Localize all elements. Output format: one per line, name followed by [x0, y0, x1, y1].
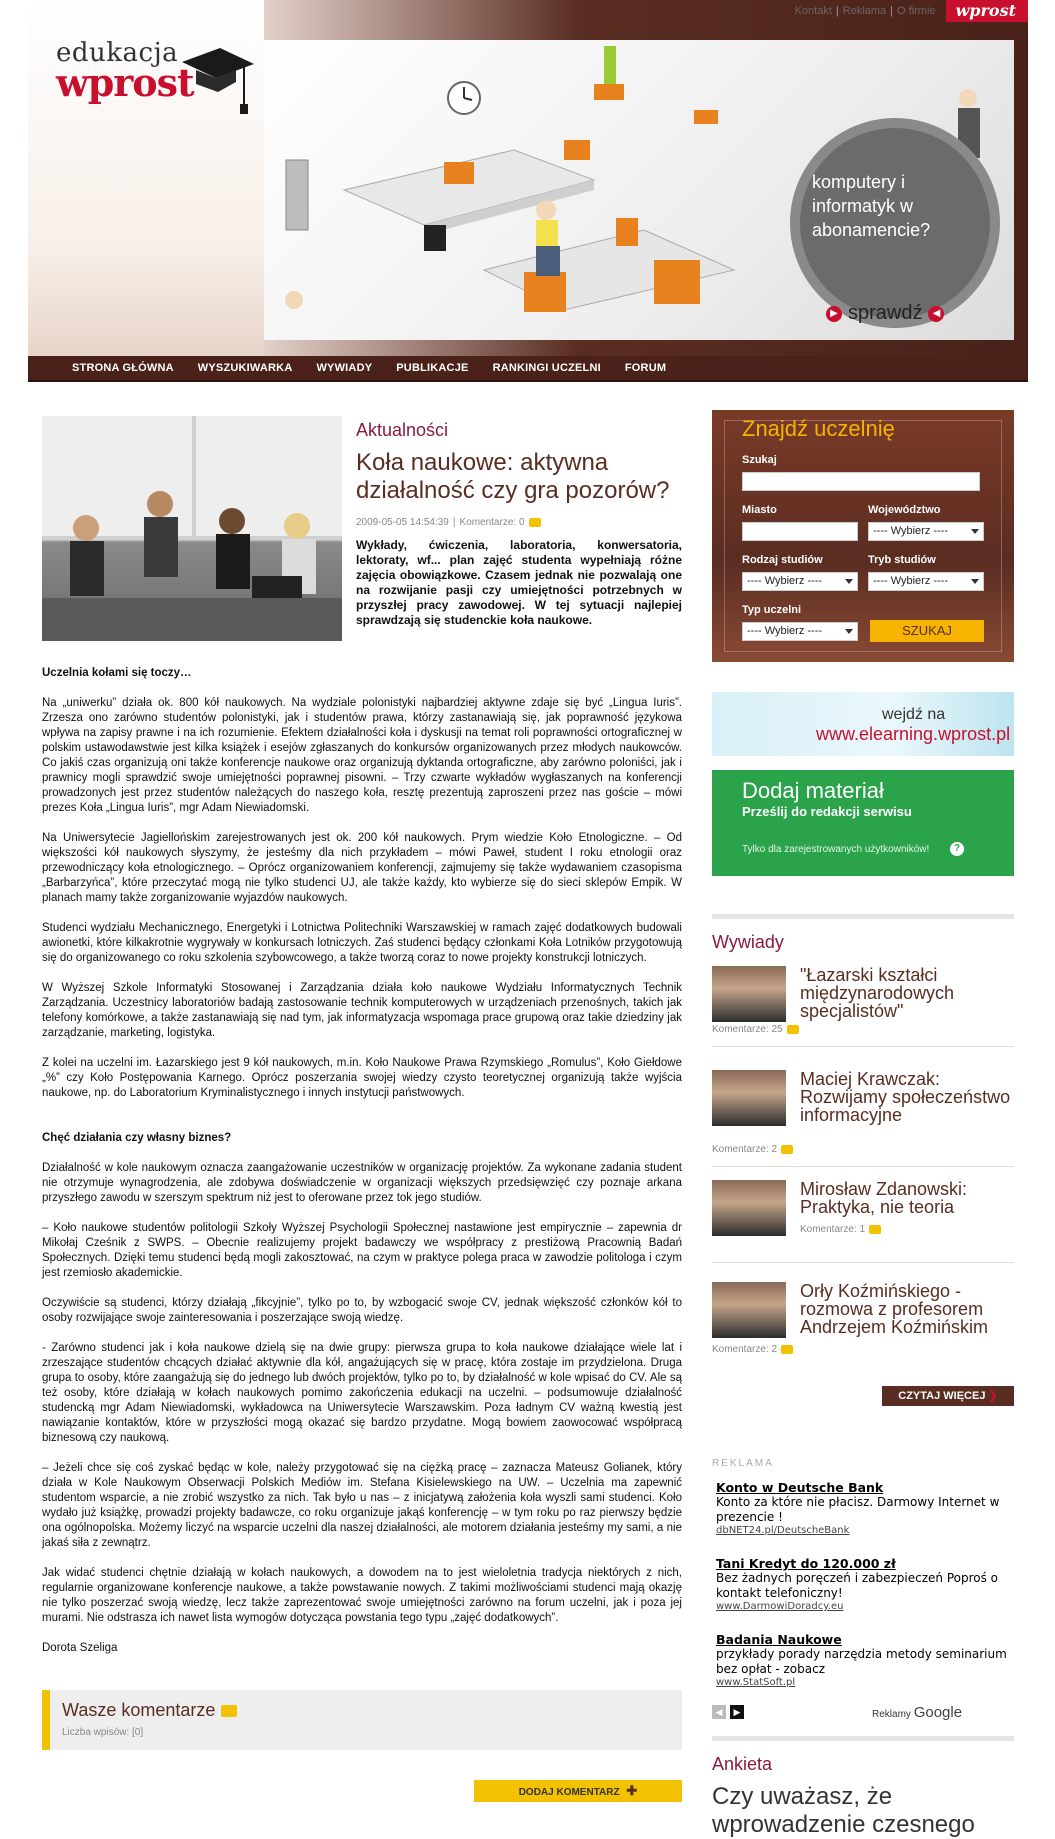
university-finder	[712, 410, 1014, 662]
text-ad[interactable]	[716, 1632, 1014, 1688]
header	[28, 0, 1028, 356]
logo-line2: wprost	[56, 60, 194, 105]
text-ad-body: Bez żadnych poręczeń i zabezpieczeń Poproś o kontakt telefoniczny!	[716, 1571, 999, 1600]
article-paragraph: Na Uniwersytecie Jagiellońskim zarejestrowanych jest ok. 200 kół naukowych. Prym wiedzie Koło Etnologiczne. – Od większości kół naukowych słyszymy, że jesteśmy dla nich przykładem – mówi Paweł, student I roku etnologii oraz przewodniczący koła etnologicznego. – Oprócz organizowaniem konferencji, zajmujemy się także wydawaniem czasopisma „Barbarzyńca”, które przeczytać mogą nie tylko studenci UJ, ale także każdy, kto wybierze się do sieci sklepów Empik. W planach mamy także zorganizowanie wyjazdów naukowych.	[42, 832, 682, 904]
wywiady-title: Wywiady	[712, 932, 784, 952]
article-body	[42, 666, 682, 1671]
chevron-down-icon	[971, 529, 979, 534]
interview-title[interactable]: "Łazarski kształci międzynarodowych specjalistów"	[800, 965, 955, 1021]
material-note: Tylko dla zarejestrowanych użytkowników!	[742, 844, 930, 855]
article-paragraph: Jak widać studenci chętnie działają w kołach naukowych, a dowodem na to jest wieloletnia tradycja niektórych z nich, regularnie organizowane konferencje naukowe, a także powstawanie nowych. Z takimi możliwościami studenci mają okazję nie tylko poszerzać swoją wiedzę, lecz także zaprezentować swoje umiejętności zarówno na forum uczelni, jak i poza jej murami. Nie odstrasza ich nawet lista wymogów dotycząca powstania tego typu „zajęć dodatkowych”.	[42, 1567, 682, 1624]
interview-meta: Komentarze: 1	[800, 1224, 881, 1235]
divider	[712, 1262, 1014, 1263]
comment-bubble-icon	[869, 1225, 881, 1234]
text-ad-body: przykłady porady narzędzia metody seminarium bez opłat - zobacz	[716, 1647, 1007, 1676]
link-reklama[interactable]: Reklama	[842, 5, 887, 17]
label-tryb: Tryb studiów	[868, 554, 936, 566]
study-mode-select[interactable]: ---- Wybierz ----	[868, 572, 984, 591]
comments-title-text: Wasze komentarze	[62, 1700, 216, 1720]
top-links: Kontakt | Reklama | O firmie wprost	[791, 0, 1028, 22]
sidebar	[712, 410, 1014, 1838]
comment-bubble-icon	[529, 518, 541, 527]
article-paragraph: Z kolei na uczelni im. Łazarskiego jest 9 kół naukowych, m.in. Koło Naukowe Prawa Rzymskiego „Romulus”, Koło Giełdowe „%” czy Koło Postępowania Karnego. Oprócz poszerzania swojej wiedzy czysto teoretycznej organizują także wyjścia naukowe, np. do Laboratorium Kryminalistycznego i innych instytucji państwowych.	[42, 1057, 682, 1099]
graduation-cap-icon	[178, 40, 258, 120]
nav-wywiady[interactable]: WYWIADY	[316, 362, 373, 374]
nav-publikacje[interactable]: PUBLIKACJE	[396, 362, 469, 374]
nav-wyszukiwarka[interactable]: WYSZUKIWARKA	[197, 362, 293, 374]
google-ads-label[interactable]: Reklamy Google	[872, 1704, 963, 1721]
add-material-ad[interactable]	[712, 770, 1014, 876]
chevron-right-icon: ❯	[988, 1390, 998, 1402]
poll-title: Ankieta	[712, 1754, 773, 1774]
interview-title[interactable]: Maciej Krawczak: Rozwijamy społeczeństwo informacyjne	[800, 1069, 1011, 1125]
chevron-down-icon	[845, 579, 853, 584]
label-miasto: Miasto	[742, 504, 777, 516]
article-paragraph: Oczywiście są studenci, którzy działają „fikcyjnie”, tylko po to, by wzbogacić swoje CV, jednak większość członków kół to osoby rozwijające swoje zainteresowania i poszerzające swoją wiedzę.	[42, 1297, 682, 1324]
comment-bubble-icon	[221, 1705, 237, 1717]
interview-photo	[712, 966, 786, 1022]
comments-title	[62, 1700, 670, 1721]
interview-photo	[712, 1282, 786, 1338]
read-more-button[interactable]: CZYTAJ WIĘCEJ ❯	[882, 1386, 1014, 1406]
comment-bubble-icon	[781, 1345, 793, 1354]
interview-meta: Komentarze: 2	[712, 1144, 793, 1155]
interview-meta: Komentarze: 25	[712, 1024, 799, 1035]
nav-strona-glowna[interactable]: STRONA GŁÓWNA	[72, 362, 174, 374]
add-comment-button[interactable]	[474, 1780, 682, 1802]
ads-pager	[712, 1705, 744, 1719]
text-ad[interactable]	[716, 1556, 1014, 1612]
article-paragraph: - Zarówno studenci jak i koła naukowe dzielą się na dwie grupy: pierwsza grupa to koła naukowe działające wiele lat i zrzeszające studentów chcących działać aktywnie dla kół, angażujących się w pracę, która zostaje im przydzielona. Druga grupa to osoby, które zaangażują się do jednego lub dwóch projektów, tylko po to, by działalność w kole wpisać do CV. Ale są też osoby, które działają w kołach naukowych pomimo zakończenia edukacji na uczelni. – podsumowuje działalność studencką mgr Adam Niewiadomski, wykładowca na Uniwersytecie Warszawskim. Poza ładnym CV ważną kwestią jest nawiązanie kontaktów, które w przyszłości mogą okazać się bardzo przydatne. Mogą bowiem zaowocować współpracą biznesową czy naukową.	[42, 1342, 682, 1444]
article-meta: 2009-05-05 14:54:39 | Komentarze: 0	[356, 517, 682, 528]
voivodeship-select[interactable]: ---- Wybierz ----	[868, 522, 984, 541]
label-rodzaj: Rodzaj studiów	[742, 554, 823, 566]
text-ad-url[interactable]: dbNET24.pl/DeutscheBank	[716, 1525, 850, 1536]
divider	[712, 914, 1014, 919]
article-section[interactable]: Aktualności	[356, 420, 449, 440]
plus-icon: ✚	[626, 1783, 638, 1798]
study-type-select[interactable]: ---- Wybierz ----	[742, 572, 858, 591]
interview-title[interactable]: Orły Koźmińskiego - rozmowa z profesorem Andrzejem Koźmińskim	[800, 1281, 989, 1337]
text-ad-headline[interactable]: Tani Kredyt do 120.000 zł	[716, 1556, 896, 1571]
article-paragraph: Na „uniwerku” działa ok. 800 kół naukowych. Na wydziale polonistyki najbardziej aktywne zdaje się być „Lingua Iuris”. Zrzesza ono zarówno studentów polonistyki, jak i studentów prawa, którzy zastanawiają się, jak poprawność językowa wpływa na zapisy prawne i na ich rozumienie. Efektem działalności koła i dyskusji na temat roli poprawności ortograficznej w polskim ustawodawstwie jest kilka książek i esejów zgłaszanych do konkursów organizowanych przez młodych naukowców. Co jakiś czas organizują oni także konferencje naukowe oraz organizują dyktanda ortograficzne, aby zarówno poloniści, jak i prawnicy mogli sprawdzić swoje umiejętności poprawnej pisowni. – Trzy czwarte wykładów wygłaszanych na konferencji prowadzonych jest przez studentów należących do naszego koła, resztę prezentują zaproszeni przez nas goście – mówi prezes Koła „Lingua Iuris”, mgr Adam Niewiadomski.	[42, 697, 682, 814]
play-back-icon: ◀	[928, 306, 944, 322]
finder-search-button[interactable]: SZUKAJ	[870, 620, 984, 642]
label-typ: Typ uczelni	[742, 604, 802, 616]
comment-bubble-icon	[781, 1145, 793, 1154]
article-lead: Wykłady, ćwiczenia, laboratoria, konwersatoria, lektoraty, wf... plan zajęć studenta wypełniają różne zajęcia obowiązkowe. Czasem jednak nie pozwalają one na rozwijanie pasji czy umiejętności potrzebnych w przyszłej pracy zawodowej. W tej sytuacji najlepiej sprawdzają się studenckie koła naukowe.	[356, 538, 682, 627]
comments-box	[42, 1690, 682, 1750]
city-input[interactable]	[742, 522, 858, 541]
divider	[712, 1736, 1014, 1741]
text-ad-url[interactable]: www.StatSoft.pl	[716, 1677, 796, 1688]
interview-title[interactable]: Mirosław Zdanowski: Praktyka, nie teoria	[800, 1179, 968, 1217]
article-title: Koła naukowe: aktywna działalność czy gra pozorów?	[356, 449, 670, 504]
article-subhead: Chęć działania czy własny biznes?	[42, 1132, 232, 1144]
next-arrow-icon[interactable]: ▶	[730, 1705, 744, 1719]
interview-photo	[712, 1180, 786, 1236]
promo-banner[interactable]	[264, 40, 1014, 340]
nav-forum[interactable]: FORUM	[624, 362, 667, 374]
finder-title: Znajdź uczelnię	[742, 416, 895, 441]
article-paragraph: Studenci wydziału Mechanicznego, Energetyki i Lotnictwa Politechniki Warszawskiej w ramach zajęć dodatkowych budowali awionetki, które kilkakrotnie wygrywały w konkursach lotniczych. Zaś studenci będący członkami Koła Lotników przygotowują się do organizowanego co roku szkolenia szybowcowego, a także tworzą coraz to nowe projekty konstrukcji lotniczych.	[42, 922, 682, 964]
promo-cta-label: sprawdź	[848, 302, 923, 324]
promo-cta[interactable]	[826, 302, 944, 325]
help-icon: ?	[950, 842, 964, 856]
nav-rankingi-uczelni[interactable]: RANKINGI UCZELNI	[492, 362, 601, 374]
prev-arrow-icon[interactable]: ◀	[712, 1705, 726, 1719]
article-head	[356, 420, 682, 628]
elearning-line1: wejdź na	[882, 706, 946, 723]
search-input[interactable]	[742, 472, 980, 491]
add-comment-label: DODAJ KOMENTARZ	[518, 1787, 620, 1798]
wprost-brand-link[interactable]: wprost	[946, 0, 1028, 22]
material-title: Dodaj materiał	[742, 778, 884, 803]
text-ad-body: Konto za które nie płacisz. Darmowy Internet w prezencie !	[716, 1495, 1000, 1524]
university-type-select[interactable]: ---- Wybierz ----	[742, 622, 858, 641]
article-date: 2009-05-05 14:54:39	[356, 517, 449, 528]
article-subhead: Uczelnia kołami się toczy…	[42, 667, 192, 679]
elearning-line2: www.elearning.wprost.pl	[816, 724, 1011, 744]
text-ad[interactable]	[716, 1480, 1014, 1536]
link-kontakt[interactable]: Kontakt	[794, 5, 832, 17]
main-nav	[28, 356, 1028, 382]
logo[interactable]	[56, 38, 194, 105]
article-photo	[42, 416, 342, 641]
article-paragraph: – Koło naukowe studentów politologii Szkoły Wyższej Psychologii Społecznej nastawione jest empirycznie – zapewnia dr Mikołaj Cześnik z SWPS. – Obecnie realizujemy projekt badawczy we współpracy z prestiżową Pracownią Badań Społecznych. Dzięki temu studenci będą mogli zakosztować, na czym w praktyce polega praca w zawodzie politologa i czym jest rzemiosło akademickie.	[42, 1222, 682, 1279]
label-szukaj: Szukaj	[742, 454, 777, 466]
material-sub: Prześlij do redakcji serwisu	[742, 804, 912, 819]
divider	[712, 1046, 1014, 1047]
students-photo-illustration	[42, 416, 342, 641]
interview-photo	[712, 1070, 786, 1126]
article-author: Dorota Szeliga	[42, 1642, 118, 1654]
chevron-down-icon	[971, 579, 979, 584]
text-ad-url[interactable]: www.DarmowiDoradcy.eu	[716, 1601, 844, 1612]
poll-question: Czy uważasz, że wprowadzenie czesnego	[712, 1783, 975, 1838]
promo-circle-text: komputery i informatyk w abonamencie?	[812, 172, 931, 240]
divider	[712, 1166, 1014, 1167]
link-o-firmie[interactable]: O firmie	[897, 5, 936, 17]
interview-meta: Komentarze: 2	[712, 1344, 793, 1355]
comment-bubble-icon	[787, 1025, 799, 1034]
chevron-down-icon	[845, 629, 853, 634]
play-icon: ▶	[826, 306, 842, 322]
text-ad-headline[interactable]: Konto w Deutsche Bank	[716, 1480, 884, 1495]
elearning-ad[interactable]	[712, 692, 1014, 756]
article-paragraph: – Jeżeli chce się coś zyskać będąc w kole, należy przygotować się na ciężką pracę – zaznacza Mateusz Golianek, który działa w Kole Naukowym Obserwacji Polskich Mediów im. Stefana Kisielewskiego na UW. – Uczelnia ma zapewnić studentom wsparcie, a nie zrobić wszystko za nich. Tak było u nas – z inicjatywą założenia koła wyszli sami studenci. Koło wydało już książkę, prowadzi projekty badawcze, co roku organizuje jakąś konferencję – w tym roku po raz pierwszy będzie ona ogólnopolska. Możemy liczyć na wsparcie uczelni dla naszej działalności, ale motorem działania jesteśmy my sami, a nie jakaś siła z zewnątrz.	[42, 1462, 682, 1549]
comments-count: Liczba wpisów: [0]	[62, 1727, 144, 1738]
article-paragraph: Działalność w kole naukowym oznacza zaangażowanie uczestników w organizację projektów. Za wykonane zadania student nie otrzymuje wynagrodzenia, ale zdobywa doświadczenie w organizacji większych przedsięwzięć czy poznaje arkana przyszłego zawodu w szerszym spektrum niż jest to oferowane przez tok jego studiów.	[42, 1162, 682, 1204]
article-comments-count[interactable]: Komentarze: 0	[459, 517, 525, 528]
text-ad-headline[interactable]: Badania Naukowe	[716, 1632, 842, 1647]
label-wojewodztwo: Województwo	[868, 504, 941, 516]
logo-line1: edukacja	[56, 38, 179, 68]
page	[28, 0, 1028, 1838]
ads-label: REKLAMA	[712, 1458, 774, 1469]
article-paragraph: W Wyższej Szkole Informatyki Stosowanej i Zarządzania działa koło naukowe Wydziału Informatycznych Technik Zarządzania. Uczestnicy laboratoriów badają zastosowanie technik komputerowych w urządzeniach przenośnych, takich jak telefony komórkowe, a także zastanawiają się nad tym, jak informatyzacja wspomaga prace grupową oraz takie dziedziny jak zarządzanie, marketing, logistyka.	[42, 982, 682, 1039]
